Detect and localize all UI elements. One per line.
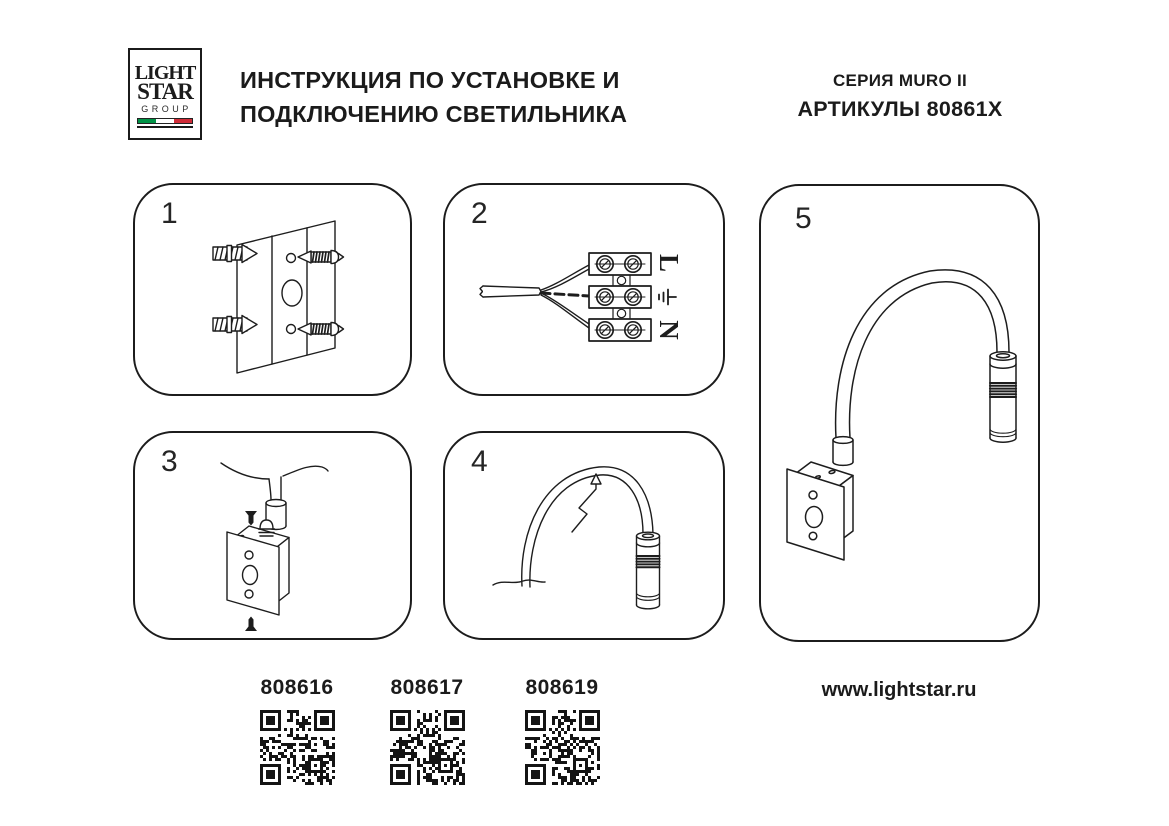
flag-green bbox=[138, 119, 156, 123]
step-panel-3 bbox=[133, 431, 412, 640]
neutral-label: N bbox=[654, 320, 684, 340]
italian-flag-stripe bbox=[137, 118, 193, 124]
illustration-flex-adjust bbox=[445, 433, 723, 638]
page-title bbox=[240, 63, 627, 131]
website-url: www.lightstar.ru bbox=[821, 679, 977, 701]
lightstar-logo bbox=[128, 48, 202, 140]
illustration-wiring-terminal bbox=[445, 185, 723, 394]
step-panel-4 bbox=[443, 431, 725, 640]
step-panel-5 bbox=[759, 184, 1040, 642]
logo-word-light: LIGHT bbox=[134, 62, 196, 84]
step-panel-1 bbox=[133, 183, 412, 396]
product-code: 808617 bbox=[390, 676, 464, 699]
lamp-head bbox=[637, 532, 660, 609]
wall-cut-line bbox=[283, 466, 328, 476]
step-number-1: 1 bbox=[161, 197, 178, 230]
flag-white bbox=[156, 119, 174, 123]
logo-underline bbox=[137, 126, 193, 128]
step-number-3: 3 bbox=[161, 445, 178, 478]
arm-collar bbox=[833, 437, 853, 466]
plate-screw-bottom bbox=[245, 617, 257, 632]
line-label: L bbox=[654, 253, 684, 273]
flex-arm bbox=[269, 477, 281, 500]
product-series-block bbox=[770, 71, 1030, 122]
ground-symbol bbox=[659, 290, 676, 305]
product-entry bbox=[502, 676, 622, 785]
zigzag-arrow bbox=[572, 474, 601, 532]
power-cable bbox=[480, 265, 589, 328]
flag-red bbox=[174, 119, 192, 123]
illustration-assembled-lamp bbox=[761, 186, 1038, 640]
product-entry bbox=[367, 676, 487, 785]
wall-cut-line bbox=[221, 463, 269, 479]
product-code: 808619 bbox=[525, 676, 599, 699]
step-number-5: 5 bbox=[795, 202, 812, 235]
title-line-2: ПОДКЛЮЧЕНИЮ СВЕТИЛЬНИКА bbox=[240, 101, 628, 127]
lamp-head bbox=[990, 352, 1016, 442]
plate-screw-top bbox=[245, 511, 257, 526]
product-entry bbox=[237, 676, 357, 785]
step-panel-2 bbox=[443, 183, 725, 396]
qr-code bbox=[525, 710, 600, 785]
product-code: 808616 bbox=[260, 676, 334, 699]
step-number-2: 2 bbox=[471, 197, 488, 230]
illustration-wall-plate-anchors bbox=[135, 185, 410, 394]
title-line-1: ИНСТРУКЦИЯ ПО УСТАНОВКЕ И bbox=[240, 67, 620, 93]
terminal-block bbox=[589, 253, 651, 341]
mounting-plate bbox=[237, 221, 335, 373]
logo-word-group: GROUP bbox=[141, 104, 192, 114]
base-cut-line bbox=[493, 580, 545, 585]
qr-code bbox=[390, 710, 465, 785]
qr-code bbox=[260, 710, 335, 785]
articles-label: АРТИКУЛЫ 80861X bbox=[797, 97, 1003, 121]
flex-arm bbox=[836, 270, 1009, 438]
illustration-mount-base bbox=[135, 433, 410, 638]
front-plate bbox=[227, 532, 279, 615]
step-number-4: 4 bbox=[471, 445, 488, 478]
flex-arm bbox=[522, 467, 653, 587]
series-label: СЕРИЯ MURO II bbox=[832, 71, 968, 90]
logo-word-star: STAR bbox=[137, 79, 193, 104]
